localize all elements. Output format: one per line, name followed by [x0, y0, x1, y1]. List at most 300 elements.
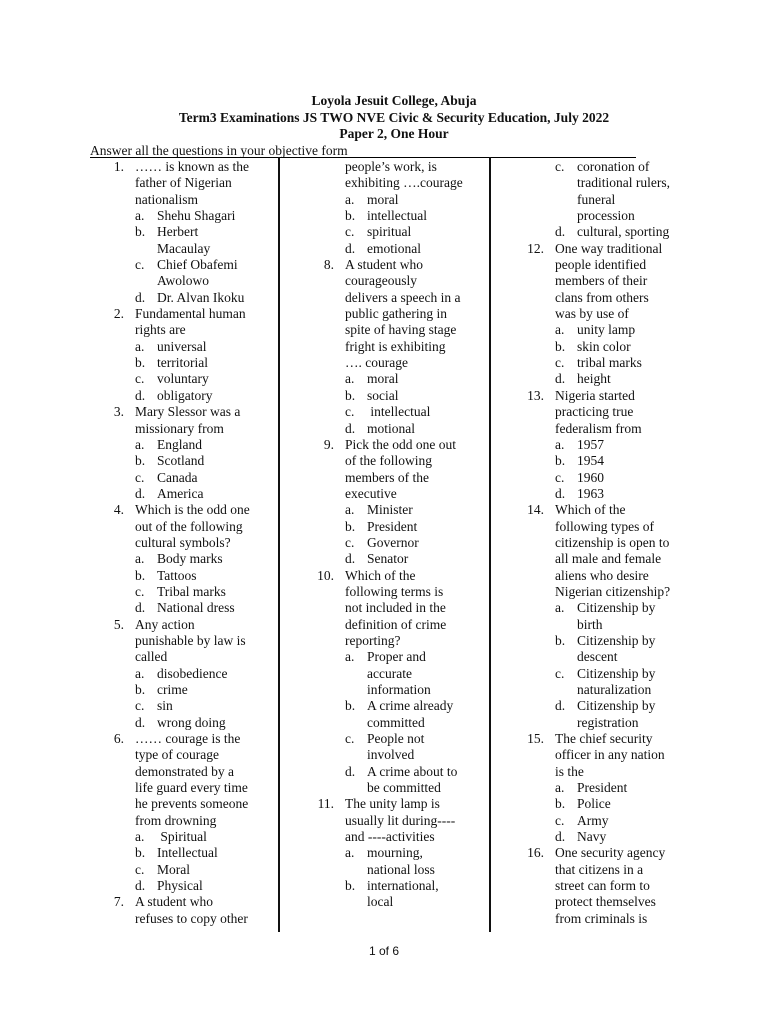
option-letter: b. [555, 338, 566, 354]
gutter [310, 633, 334, 649]
gutter [520, 633, 544, 649]
text-line [310, 715, 463, 731]
text-line [520, 404, 670, 420]
option-letter: a. [135, 551, 145, 567]
answer-option [100, 355, 250, 371]
gutter [100, 813, 124, 829]
option-text: Spiritual [157, 829, 207, 845]
text-line [310, 322, 463, 338]
text-line [310, 813, 463, 829]
option-text: territorial [157, 355, 208, 371]
answer-option [100, 551, 250, 567]
gutter [520, 322, 544, 338]
instruction-underline [90, 157, 636, 158]
question-text: not included in the [345, 600, 446, 616]
question-text: called [135, 649, 168, 665]
option-letter: d. [135, 714, 146, 730]
option-text: moral [367, 371, 399, 387]
text-line [520, 290, 670, 306]
gutter [520, 568, 544, 584]
question-text: fright is exhibiting [345, 338, 446, 354]
option-text: England [157, 436, 202, 452]
gutter [100, 388, 124, 404]
answer-option [310, 208, 463, 224]
question-number: 15. [527, 731, 544, 747]
gutter [520, 519, 544, 535]
text-line [310, 829, 463, 845]
option-letter: a. [345, 502, 355, 518]
text-line [310, 355, 463, 371]
option-text: intellectual [367, 404, 431, 420]
question-column-3 [520, 159, 670, 927]
gutter [520, 747, 544, 763]
gutter [100, 780, 124, 796]
option-letter: d. [345, 763, 356, 779]
option-letter: b. [555, 453, 566, 469]
gutter [520, 273, 544, 289]
gutter [100, 355, 124, 371]
answer-option [310, 535, 463, 551]
gutter [310, 666, 334, 682]
answer-option [100, 715, 250, 731]
question-number: 14. [527, 502, 544, 518]
option-letter: c. [135, 469, 145, 485]
answer-option [520, 698, 670, 714]
question-number: 10. [317, 567, 334, 583]
question-text: public gathering in [345, 306, 447, 322]
gutter [310, 290, 334, 306]
option-letter: c. [345, 224, 355, 240]
gutter [100, 339, 124, 355]
gutter [520, 796, 544, 812]
question-stem [520, 241, 670, 257]
gutter [100, 568, 124, 584]
option-text: Chief Obafemi [157, 257, 238, 273]
answer-option [100, 339, 250, 355]
option-letter: d. [555, 829, 566, 845]
option-letter: c. [135, 698, 145, 714]
question-text: spite of having stage [345, 322, 457, 338]
option-text: Body marks [157, 551, 223, 567]
gutter [100, 862, 124, 878]
gutter [520, 355, 544, 371]
text-line [520, 747, 670, 763]
gutter [310, 241, 334, 257]
gutter [310, 159, 334, 175]
question-text: refuses to copy other [135, 910, 248, 926]
question-text: people identified [555, 257, 647, 273]
option-text: motional [367, 420, 415, 436]
answer-option [310, 764, 463, 780]
option-letter: c. [345, 534, 355, 550]
text-line [310, 862, 463, 878]
option-letter: d. [555, 224, 566, 240]
gutter [100, 257, 124, 273]
question-text: Any action [135, 616, 195, 632]
text-line [520, 764, 670, 780]
gutter [100, 437, 124, 453]
question-text: A student who [345, 257, 424, 273]
text-line [520, 257, 670, 273]
option-text: 1957 [577, 436, 604, 452]
option-letter: c. [135, 861, 145, 877]
option-text: Tribal marks [157, 583, 226, 599]
option-text: Minister [367, 502, 413, 518]
text-line [310, 682, 463, 698]
text-line [520, 421, 670, 437]
option-letter: b. [345, 387, 356, 403]
answer-option [310, 551, 463, 567]
question-text: …… courage is the [135, 731, 241, 747]
option-letter: a. [345, 845, 355, 861]
answer-option [310, 502, 463, 518]
text-line [310, 175, 463, 191]
gutter [310, 845, 334, 861]
question-stem [100, 159, 250, 175]
text-line [310, 747, 463, 763]
question-stem [100, 731, 250, 747]
text-line [520, 682, 670, 698]
question-stem [100, 306, 250, 322]
answer-option [100, 371, 250, 387]
answer-option [310, 388, 463, 404]
text-line [520, 584, 670, 600]
option-text: national loss [367, 861, 435, 877]
question-text: was by use of [555, 306, 629, 322]
answer-option [520, 159, 670, 175]
answer-option [520, 224, 670, 240]
answer-option [100, 862, 250, 878]
option-text: registration [577, 714, 639, 730]
option-text: Tattoos [157, 567, 197, 583]
text-line [100, 649, 250, 665]
question-text: delivers a speech in a [345, 289, 461, 305]
question-number: 3. [113, 404, 124, 420]
gutter [100, 551, 124, 567]
option-letter: c. [555, 812, 565, 828]
gutter [520, 159, 544, 175]
gutter [100, 911, 124, 927]
option-text: traditional rulers, [577, 175, 670, 191]
question-text: out of the following [135, 518, 243, 534]
text-line [310, 453, 463, 469]
text-line [100, 780, 250, 796]
option-text: Physical [157, 878, 203, 894]
text-line [520, 617, 670, 633]
question-number: 8. [323, 257, 334, 273]
gutter [520, 371, 544, 387]
text-line [310, 159, 463, 175]
gutter [310, 224, 334, 240]
gutter [520, 911, 544, 927]
option-letter: d. [135, 600, 146, 616]
gutter [310, 470, 334, 486]
gutter [100, 470, 124, 486]
page-number: 1 of 6 [368, 944, 400, 958]
option-letter: c. [135, 583, 145, 599]
gutter [100, 600, 124, 616]
answer-option [100, 257, 250, 273]
gutter [100, 796, 124, 812]
gutter [310, 535, 334, 551]
option-text: accurate [367, 665, 412, 681]
question-text: rights are [135, 322, 186, 338]
option-text: Canada [157, 469, 198, 485]
gutter [310, 698, 334, 714]
gutter [100, 829, 124, 845]
text-line [310, 600, 463, 616]
option-text: birth [577, 616, 603, 632]
gutter [310, 273, 334, 289]
text-line [100, 911, 250, 927]
text-line [310, 306, 463, 322]
gutter [520, 600, 544, 616]
option-text: Governor [367, 534, 419, 550]
question-stem [520, 731, 670, 747]
gutter [100, 486, 124, 502]
question-number: 9. [323, 436, 334, 452]
option-text: 1960 [577, 469, 604, 485]
gutter [520, 862, 544, 878]
question-column-1 [100, 159, 250, 927]
paper-info: Paper 2, One Hour [339, 126, 449, 141]
answer-option [310, 224, 463, 240]
gutter [310, 813, 334, 829]
text-line [310, 894, 463, 910]
text-line [310, 470, 463, 486]
gutter [310, 208, 334, 224]
answer-option [520, 780, 670, 796]
question-number: 7. [113, 894, 124, 910]
option-letter: d. [345, 420, 356, 436]
option-letter: a. [345, 191, 355, 207]
option-letter: d. [135, 387, 146, 403]
question-text: exhibiting ….courage [345, 175, 463, 191]
question-text: life guard every time [135, 780, 248, 796]
question-text: aliens who desire [555, 567, 649, 583]
school-name: Loyola Jesuit College, Abuja [311, 93, 477, 108]
answer-option [100, 470, 250, 486]
gutter [100, 322, 124, 338]
text-line [310, 666, 463, 682]
gutter [100, 845, 124, 861]
answer-option [310, 192, 463, 208]
gutter [310, 453, 334, 469]
gutter [520, 698, 544, 714]
answer-option [100, 388, 250, 404]
question-text: type of courage [135, 747, 219, 763]
question-text: reporting? [345, 632, 401, 648]
gutter [100, 682, 124, 698]
option-text: Senator [367, 551, 409, 567]
gutter [520, 306, 544, 322]
question-text: cultural symbols? [135, 534, 231, 550]
question-text: federalism from [555, 420, 642, 436]
question-stem [310, 257, 463, 273]
question-text: from criminals is [555, 910, 648, 926]
gutter [100, 584, 124, 600]
gutter [520, 486, 544, 502]
question-text: that citizens in a [555, 861, 644, 877]
text-line [100, 764, 250, 780]
option-text: President [367, 518, 418, 534]
text-line [520, 649, 670, 665]
answer-option [520, 486, 670, 502]
question-number: 16. [527, 845, 544, 861]
question-text: Nigeria started [555, 387, 635, 403]
question-text: demonstrated by a [135, 763, 234, 779]
exam-title: Term3 Examinations JS TWO NVE Civic & Security Education, July 2022 [178, 109, 610, 125]
text-line [100, 322, 250, 338]
question-number: 2. [113, 306, 124, 322]
text-line [520, 273, 670, 289]
option-letter: a. [135, 436, 145, 452]
answer-option [520, 453, 670, 469]
gutter [100, 519, 124, 535]
answer-option [520, 339, 670, 355]
question-number: 13. [527, 387, 544, 403]
option-letter: c. [135, 371, 145, 387]
option-letter: d. [135, 485, 146, 501]
exam-header [0, 93, 768, 143]
option-letter: c. [135, 257, 145, 273]
option-letter: b. [135, 845, 146, 861]
question-text: Which of the [345, 567, 416, 583]
question-text: people’s work, is [345, 159, 437, 174]
gutter [520, 437, 544, 453]
gutter [520, 175, 544, 191]
question-number: 4. [113, 502, 124, 518]
text-line [520, 306, 670, 322]
option-text: obligatory [157, 387, 213, 403]
option-letter: b. [345, 878, 356, 894]
option-text: 1954 [577, 453, 604, 469]
option-letter: b. [135, 682, 146, 697]
question-text: usually lit during---- [345, 812, 456, 828]
question-text: Fundamental human [135, 306, 246, 322]
gutter [100, 453, 124, 469]
option-text: funeral [577, 191, 616, 207]
option-text: Citizenship by [577, 632, 656, 648]
question-text: following types of [555, 518, 654, 534]
question-stem [520, 388, 670, 404]
gutter [520, 666, 544, 682]
answer-option [520, 813, 670, 829]
question-text: Pick the odd one out [345, 436, 456, 452]
option-text: Moral [157, 861, 190, 877]
option-text: A crime already [367, 698, 454, 714]
option-text: Scotland [157, 453, 205, 469]
text-line [520, 175, 670, 191]
option-text: 1963 [577, 485, 604, 501]
text-line [310, 780, 463, 796]
option-text: coronation of [577, 159, 650, 174]
question-text: of the following [345, 453, 432, 469]
option-letter: b. [345, 208, 356, 224]
gutter [310, 388, 334, 404]
question-stem [100, 617, 250, 633]
question-text: nationalism [135, 191, 198, 207]
option-text: Herbert [157, 224, 199, 240]
text-line [520, 192, 670, 208]
answer-option [100, 208, 250, 224]
option-text: social [367, 387, 399, 403]
gutter [310, 175, 334, 191]
answer-option [310, 241, 463, 257]
gutter [100, 535, 124, 551]
text-line [100, 241, 250, 257]
gutter [310, 649, 334, 665]
gutter [520, 453, 544, 469]
option-letter: c. [555, 159, 565, 174]
gutter [520, 813, 544, 829]
gutter [100, 290, 124, 306]
question-text: Which is the odd one [135, 502, 250, 518]
answer-option [100, 878, 250, 894]
question-text: courageously [345, 273, 417, 289]
option-text: involved [367, 747, 415, 763]
option-text: America [157, 485, 204, 501]
gutter [520, 404, 544, 420]
question-number: 11. [317, 796, 334, 812]
answer-option [520, 633, 670, 649]
gutter [310, 747, 334, 763]
text-line [520, 878, 670, 894]
answer-option [310, 421, 463, 437]
option-text: universal [157, 338, 207, 354]
text-line [100, 813, 250, 829]
option-text: Citizenship by [577, 600, 656, 616]
gutter [310, 339, 334, 355]
answer-option [520, 322, 670, 338]
question-stem [520, 502, 670, 518]
answer-option [100, 437, 250, 453]
question-stem [310, 568, 463, 584]
option-text: Dr. Alvan Ikoku [157, 289, 245, 305]
option-letter: b. [135, 224, 146, 240]
gutter [100, 371, 124, 387]
option-letter: a. [345, 371, 355, 387]
text-line [520, 568, 670, 584]
gutter [310, 355, 334, 371]
option-text: procession [577, 208, 635, 224]
text-line [100, 633, 250, 649]
answer-option [310, 845, 463, 861]
gutter [310, 519, 334, 535]
option-text: Citizenship by [577, 698, 656, 714]
option-text: committed [367, 714, 425, 730]
text-line [520, 862, 670, 878]
question-stem [100, 404, 250, 420]
question-number: 12. [527, 240, 544, 256]
option-text: height [577, 371, 611, 387]
question-text: definition of crime [345, 616, 447, 632]
option-text: intellectual [367, 208, 427, 224]
gutter [310, 715, 334, 731]
option-letter: d. [555, 698, 566, 714]
gutter [520, 829, 544, 845]
gutter [100, 175, 124, 191]
answer-option [520, 371, 670, 387]
option-text: emotional [367, 240, 421, 256]
option-text: Army [577, 812, 609, 828]
text-line [520, 894, 670, 910]
option-text: Macaulay [157, 240, 211, 256]
question-stem [520, 845, 670, 861]
question-text: A student who [135, 894, 214, 910]
question-text: officer in any nation [555, 747, 665, 763]
text-line [520, 535, 670, 551]
